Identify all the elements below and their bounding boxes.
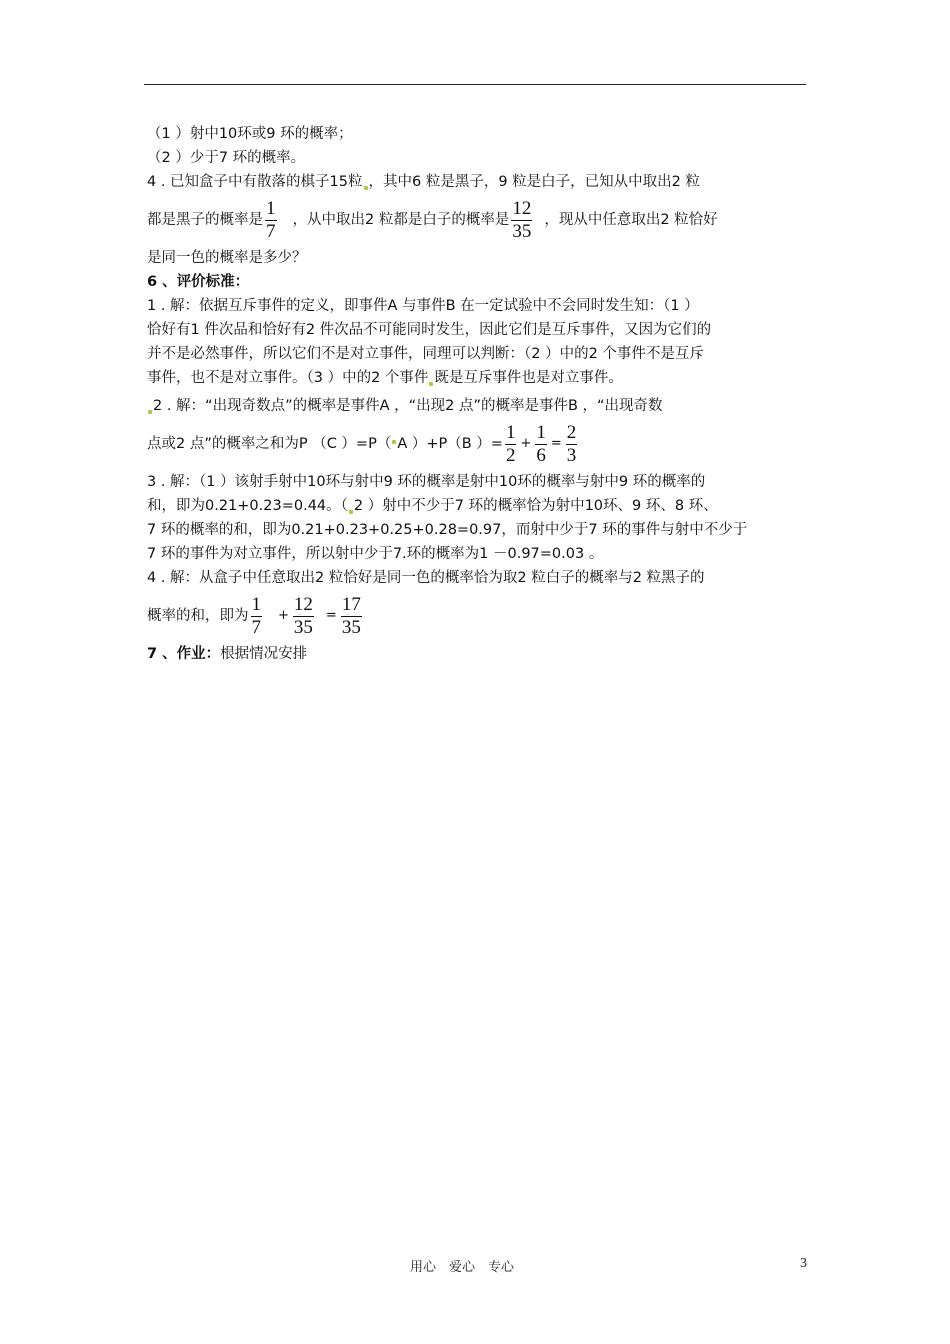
fraction-twelve-35ths bbox=[293, 594, 314, 639]
mark-dot bbox=[148, 410, 152, 414]
fraction-numerator: 1 bbox=[266, 197, 276, 219]
answer-4-line-2 bbox=[147, 590, 807, 642]
mark-dot bbox=[364, 186, 368, 190]
fraction-numerator: 1 bbox=[251, 593, 261, 615]
answer-2-text-b: A ）+P（B ）= bbox=[397, 436, 503, 452]
answer-1-line-3: 并不是必然事件，所以它们不是对立事件，同理可以判断：（2 ）中的2 个事件不是互斥 bbox=[147, 346, 704, 362]
fraction-denominator: 7 bbox=[266, 220, 276, 242]
answer-1-line-1: 1 . 解：依据互斥事件的定义，即事件A 与事件B 在一定试验中不会同时发生知：（1 ） bbox=[147, 298, 699, 314]
question-4-line-1 bbox=[147, 170, 807, 194]
question-4-text-e: ，现从中任意取出2 粒恰好 bbox=[544, 212, 718, 228]
answer-3-text-a: 和，即为0.21+0.23=0.44。（ bbox=[147, 498, 348, 514]
header-rule bbox=[144, 84, 806, 85]
fraction-numerator: 12 bbox=[293, 593, 313, 615]
answer-1-line-4 bbox=[147, 366, 807, 390]
answer-2-line-2 bbox=[147, 418, 807, 470]
answer-1-line-2: 恰好有1 件次品和恰好有2 件次品不可能同时发生，因此它们是互斥事件，又因为它们的 bbox=[147, 322, 712, 338]
fraction-one-seventh bbox=[251, 594, 263, 639]
answer-3-line-4: 7 环的事件为对立事件，所以射中少于7.环的概率为1 －0.97=0.03 。 bbox=[147, 546, 604, 562]
fraction-one-half bbox=[505, 422, 517, 467]
fraction-denominator: 3 bbox=[566, 444, 577, 466]
answer-2-text: 2 . 解：“出现奇数点”的概率是事件A ，“出现2 点”的概率是事件B ，“出现奇数 bbox=[153, 398, 663, 414]
answer-3-line-1: 3 . 解：（1 ）该射手射中10环与射中9 环的概率是射中10环的概率与射中9 环的概率的 bbox=[147, 474, 706, 490]
equals-sign: = bbox=[325, 608, 337, 623]
question-4-text-a: 4 . 已知盒子中有散落的棋子15粒 bbox=[147, 174, 363, 190]
answer-1-text-b: 既是互斥事件也是对立事件。 bbox=[434, 370, 623, 386]
fraction-denominator: 7 bbox=[251, 616, 261, 638]
page-number: 3 bbox=[800, 1256, 807, 1271]
fraction-one-sixth bbox=[535, 422, 547, 467]
equals-sign: = bbox=[550, 436, 562, 451]
question-4-text-c: 都是黑子的概率是 bbox=[147, 212, 263, 228]
fraction-numerator: 1 bbox=[505, 421, 516, 443]
answer-3-line-2 bbox=[147, 494, 807, 518]
answer-4-text: 概率的和，即为 bbox=[147, 608, 249, 624]
answer-1-text-a: 事件，也不是对立事件。（3 ）中的2 个事件 bbox=[147, 370, 429, 386]
mark-dot bbox=[429, 382, 433, 386]
fraction-denominator: 6 bbox=[536, 444, 546, 466]
mark-dot bbox=[392, 440, 396, 444]
plus-sign: + bbox=[520, 436, 532, 451]
fraction-numerator: 12 bbox=[512, 197, 532, 219]
section-7-text: 根据情况安排 bbox=[220, 646, 308, 662]
section-7-heading: 7 、作业： bbox=[147, 646, 221, 662]
fraction-denominator: 35 bbox=[341, 616, 361, 638]
plus-sign: + bbox=[278, 608, 289, 623]
answer-3-line-3: 7 环的概率的和，即为0.21+0.23+0.25+0.28=0.97，而射中少于7 环的事件与射中不少于 bbox=[147, 522, 748, 538]
question-3-part-1: （1 ）射中10环或9 环的概率； bbox=[147, 126, 353, 142]
answer-4-line-1: 4 . 解：从盒子中任意取出2 粒恰好是同一色的概率恰为取2 粒白子的概率与2 粒黑子的 bbox=[147, 570, 705, 586]
fraction-seventeen-35ths bbox=[341, 594, 362, 639]
fraction-black-probability bbox=[265, 198, 277, 243]
section-7-line bbox=[147, 642, 807, 666]
question-4-line-3: 是同一色的概率是多少？ bbox=[147, 250, 307, 266]
question-4-text-d: ，从中取出2 粒都是白子的概率是 bbox=[292, 212, 510, 228]
question-4-text-b: ，其中6 粒是黑子，9 粒是白子，已知从中取出2 粒 bbox=[368, 174, 701, 190]
answer-3-text-b: 2 ）射中不少于7 环的概率恰为射中10环、9 环、8 环、 bbox=[353, 498, 718, 514]
question-4-line-2 bbox=[147, 194, 807, 246]
question-3-part-2: （2 ）少于7 环的概率。 bbox=[147, 150, 306, 166]
fraction-two-thirds bbox=[566, 422, 578, 467]
answer-2-line-1 bbox=[147, 394, 807, 418]
fraction-denominator: 35 bbox=[293, 616, 313, 638]
fraction-white-probability bbox=[511, 198, 532, 243]
page-body bbox=[147, 122, 807, 666]
answer-2-text-a: 点或2 点”的概率之和为P （C ）=P（ bbox=[147, 436, 392, 452]
fraction-denominator: 35 bbox=[512, 220, 532, 242]
fraction-numerator: 2 bbox=[566, 421, 577, 443]
fraction-numerator: 17 bbox=[341, 593, 361, 615]
fraction-numerator: 1 bbox=[536, 421, 546, 443]
section-6-heading: 6 、评价标准： bbox=[147, 274, 250, 290]
fraction-denominator: 2 bbox=[505, 444, 516, 466]
footer-motto: 用心 爱心 专心 bbox=[410, 1260, 515, 1275]
mark-dot bbox=[349, 510, 353, 514]
